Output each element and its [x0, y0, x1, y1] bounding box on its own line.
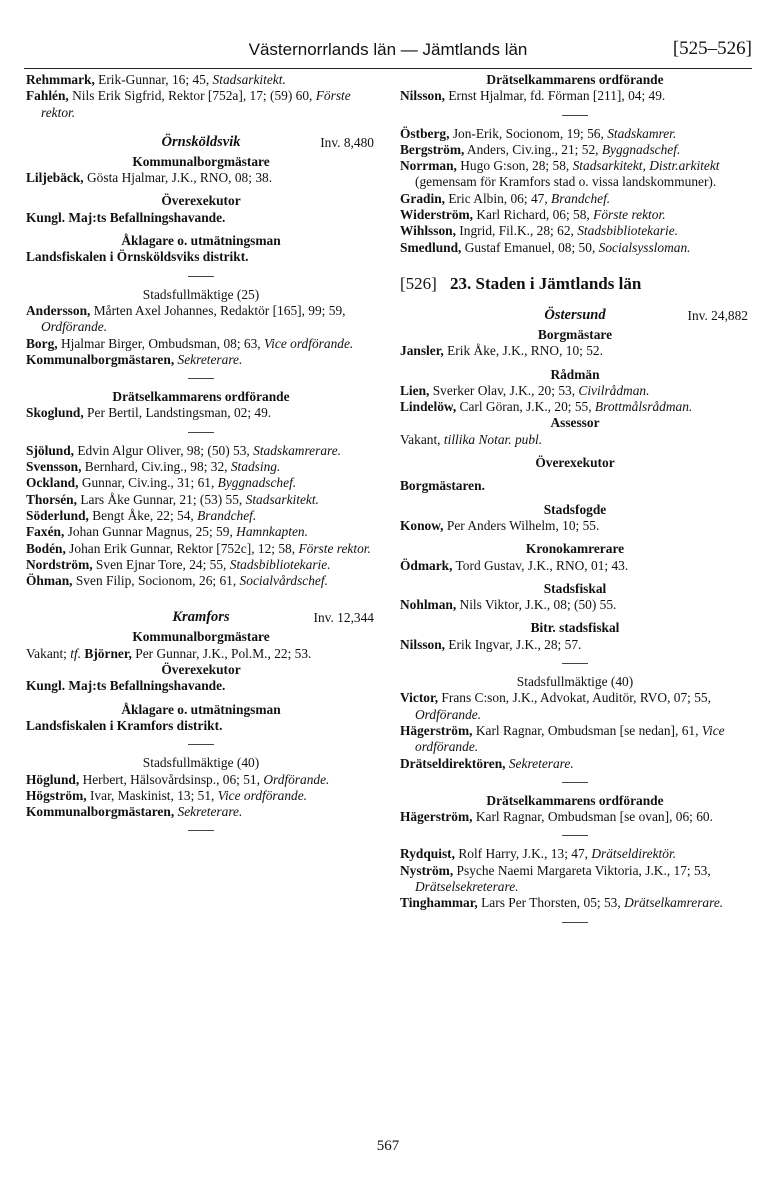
entry: Borgmästaren. — [400, 478, 485, 494]
section-heading: Drätselkammarens ordförande — [486, 792, 664, 808]
top-entries — [26, 72, 376, 121]
entry: Borg, Hjalmar Birger, Ombudsman, 08; 63, Vice ordförande. — [26, 335, 354, 351]
divider — [562, 782, 588, 783]
divider — [562, 663, 588, 664]
section-number: [526] — [400, 273, 437, 293]
entry: Nilsson, Ernst Hjalmar, fd. Förman [211], 04; 49. — [400, 88, 666, 104]
section-heading: Åklagare o. utmätningsman — [121, 701, 281, 717]
entry: Konow, Per Anders Wilhelm, 10; 55. — [400, 517, 600, 533]
town-population: Inv. 8,480 — [320, 134, 374, 150]
entry: Vakant; tf. Björner, Per Gunnar, J.K., Pol.M., 22; 53. — [26, 645, 312, 661]
entry: Högström, Ivar, Maskinist, 13; 51, Vice ordförande. — [26, 787, 308, 803]
section-heading: Kronokamrerare — [525, 541, 625, 557]
entry: Lindelöw, Carl Göran, J.K., 20; 55, Brottmålsrådman. — [400, 399, 693, 415]
page-range: [525–526] — [672, 38, 752, 59]
entry: Ockland, Gunnar, Civ.ing., 31; 61, Byggnadschef. — [26, 475, 297, 491]
divider — [188, 276, 214, 277]
entry: Jansler, Erik Åke, J.K., RNO, 10; 52. — [400, 343, 603, 359]
section-heading: Överexekutor — [161, 662, 241, 678]
entry: Faxén, Johan Gunnar Magnus, 25; 59, Hamnkapten. — [26, 524, 308, 540]
town-population: Inv. 24,882 — [687, 307, 748, 323]
entry: Vakant, tillika Notar. publ. — [400, 431, 543, 447]
entry: Skoglund, Per Bertil, Landstingsman, 02; 49. — [26, 405, 272, 421]
entry: Höglund, Herbert, Hälsovårdsinsp., 06; 51, Ordförande. — [26, 771, 330, 787]
entry: Nilsson, Erik Ingvar, J.K., 28; 57. — [400, 636, 582, 652]
entry: Rydquist, Rolf Harry, J.K., 13; 47, Drätseldirektör. — [400, 846, 677, 862]
entry: Östberg, Jon-Erik, Socionom, 19; 56, Stadskamrer. — [400, 125, 677, 141]
section-heading: Stadsfullmäktige (25) — [142, 286, 260, 302]
entry: Ödmark, Tord Gustav, J.K., RNO, 01; 43. — [400, 557, 629, 573]
page-number: 567 — [376, 1138, 400, 1154]
entry: Tinghammar, Lars Per Thorsten, 05; 53, Drätselkamrerare. — [400, 895, 724, 911]
entry: Bodén, Johan Erik Gunnar, Rektor [752c], 12; 58, Förste rektor. — [26, 540, 371, 556]
section-heading: Överexekutor — [161, 193, 241, 209]
entry: Lien, Sverker Olav, J.K., 20; 53, Civilrådman. — [400, 382, 650, 398]
section-heading: Kommunalborgmästare — [132, 153, 270, 169]
section-title: 23. Staden i Jämtlands län — [450, 273, 642, 293]
town-name: Örnsköldsvik — [161, 133, 241, 150]
divider — [562, 922, 588, 923]
section-heading: Kommunalborgmästare — [132, 629, 270, 645]
entry: Wihlsson, Ingrid, Fil.K., 28; 62, Stadsbibliotekarie. — [400, 223, 679, 239]
section-title-row — [400, 273, 750, 300]
town-heading-kramfors — [26, 609, 376, 629]
section-heading: Assessor — [550, 415, 600, 431]
divider — [188, 432, 214, 433]
section-heading: Borgmästare — [537, 326, 613, 342]
official-list — [400, 846, 750, 911]
entry: Norrman, Hugo G:son, 28; 58, Stadsarkitekt, Distr.arkitekt (gemensam för Kramfors stad o. vissa landskommuner). — [400, 158, 720, 190]
section-heading: Stadsfogde — [543, 501, 607, 517]
town-heading-ostersund — [400, 307, 750, 327]
section-heading: Stadsfiskal — [543, 580, 607, 596]
town-name: Östersund — [544, 306, 606, 323]
right-column — [400, 72, 750, 926]
divider — [562, 115, 588, 116]
header-rule — [24, 68, 752, 69]
entry: Kommunalborgmästaren, Sekreterare. — [26, 351, 243, 367]
town-population: Inv. 12,344 — [313, 610, 374, 626]
entry: Thorsén, Lars Åke Gunnar, 21; (53) 55, Stadsarkitekt. — [26, 491, 319, 507]
entry: Smedlund, Gustaf Emanuel, 08; 50, Socialsyssloman. — [400, 239, 691, 255]
entry: Drätseldirektören, Sekreterare. — [400, 755, 574, 771]
entry: Widerström, Karl Richard, 06; 58, Förste rektor. — [400, 207, 666, 223]
entry: Andersson, Mårten Axel Johannes, Redaktör [165], 99; 59, Ordförande. — [26, 302, 346, 335]
entry: Kungl. Maj:ts Befallningshavande. — [26, 209, 226, 225]
section-heading: Bitr. stadsfiskal — [530, 620, 620, 636]
entry: Nohlman, Nils Viktor, J.K., 08; (50) 55. — [400, 597, 617, 613]
entry: Landsfiskalen i Kramfors distrikt. — [26, 717, 223, 733]
entry: Bergström, Anders, Civ.ing., 21; 52, Byggnadschef. — [400, 141, 681, 157]
section-heading: Drätselkammarens ordförande — [112, 389, 290, 405]
entry: Kommunalborgmästaren, Sekreterare. — [26, 804, 243, 820]
page-header — [24, 38, 752, 64]
entry: Gradin, Eric Albin, 06; 47, Brandchef. — [400, 190, 611, 206]
entry: Nyström, Psyche Naemi Margareta Viktoria, J.K., 17; 53, Drätselsekreterare. — [400, 862, 711, 894]
entry: Kungl. Maj:ts Befallningshavande. — [26, 678, 226, 694]
town-name: Kramfors — [172, 609, 230, 626]
section-heading: Stadsfullmäktige (40) — [516, 674, 634, 690]
section-heading: Rådmän — [550, 366, 600, 382]
entry: Svensson, Bernhard, Civ.ing., 98; 32, Stadsing. — [26, 459, 281, 475]
divider — [188, 744, 214, 745]
entry: Liljebäck, Gösta Hjalmar, J.K., RNO, 08; 38. — [26, 170, 273, 186]
entry: Sjölund, Edvin Algur Oliver, 98; (50) 53, Stadskamrerare. — [26, 442, 342, 458]
divider — [562, 835, 588, 836]
official-list — [26, 443, 376, 590]
section-heading: Överexekutor — [535, 455, 615, 471]
entry: Öhman, Sven Filip, Socionom, 26; 61, Socialvårdschef. — [26, 573, 328, 589]
official-list — [400, 126, 750, 256]
section-heading: Stadsfullmäktige (40) — [142, 755, 260, 771]
running-title: Västernorrlands län — Jämtlands län — [248, 40, 528, 59]
section-heading: Drätselkammarens ordförande — [486, 72, 664, 87]
entry: Hägerström, Karl Ragnar, Ombudsman [se ovan], 06; 60. — [400, 809, 713, 825]
left-column — [26, 72, 376, 834]
town-heading-ornskoldsvik — [26, 134, 376, 154]
entry: Rehmmark, Erik-Gunnar, 16; 45, Stadsarkitekt. — [26, 72, 286, 87]
divider — [188, 378, 214, 379]
entry: Fahlén, Nils Erik Sigfrid, Rektor [752a], 17; (59) 60, Förste rektor. — [26, 88, 351, 120]
divider — [188, 830, 214, 831]
entry: Hägerström, Karl Ragnar, Ombudsman [se nedan], 61, Vice ordförande. — [400, 722, 725, 755]
entry: Landsfiskalen i Örnsköldsviks distrikt. — [26, 249, 249, 265]
entry: Söderlund, Bengt Åke, 22; 54, Brandchef. — [26, 507, 257, 523]
section-heading: Åklagare o. utmätningsman — [121, 233, 281, 249]
entry: Victor, Frans C:son, J.K., Advokat, Auditör, RVO, 07; 55, Ordförande. — [400, 690, 711, 722]
entry: Nordström, Sven Ejnar Tore, 24; 55, Stadsbibliotekarie. — [26, 556, 331, 572]
